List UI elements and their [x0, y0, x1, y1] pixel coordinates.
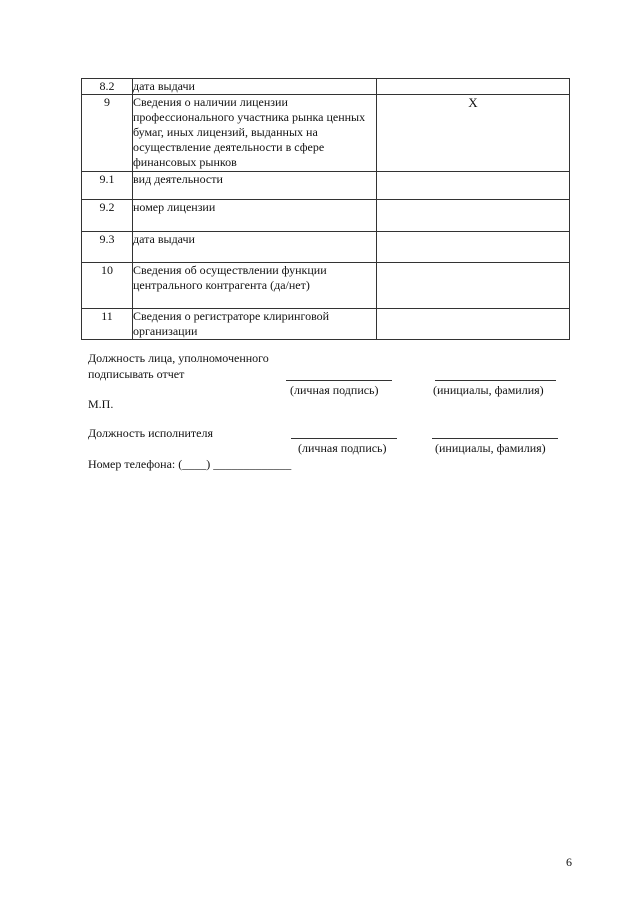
initials-line: [435, 380, 556, 381]
report-table: [81, 78, 570, 340]
initials-line: [432, 438, 558, 439]
row-label: номер лицензии: [133, 200, 377, 232]
row-number: 8.2: [82, 79, 133, 95]
row-number: 9.3: [82, 232, 133, 263]
page-number: 6: [566, 855, 572, 869]
table-row: [82, 263, 570, 309]
signature-line: [286, 380, 392, 381]
row-number: 9: [82, 95, 133, 172]
authorized-position-label: Должность лица, уполномоченного: [88, 351, 269, 365]
table-row: [82, 309, 570, 340]
table-row: [82, 79, 570, 95]
row-label: Сведения о наличии лицензии профессионального участника рынка ценных бумаг, иных лицензий, выданных на осуществление деятельности в сфере финансовых рынков: [133, 95, 377, 172]
row-label: дата выдачи: [133, 232, 377, 263]
initials-caption: (инициалы, фамилия): [435, 441, 546, 455]
row-value: [377, 172, 570, 200]
executor-position-label: Должность исполнителя: [88, 426, 213, 440]
table-row: [82, 232, 570, 263]
table-row: [82, 200, 570, 232]
stamp-placeholder: М.П.: [88, 397, 114, 411]
row-value: [377, 263, 570, 309]
row-label: вид деятельности: [133, 172, 377, 200]
row-value: [377, 309, 570, 340]
signature-caption: (личная подпись): [298, 441, 387, 455]
table-row: [82, 172, 570, 200]
row-value: [377, 200, 570, 232]
table-row: [82, 95, 570, 172]
phone-number-field: Номер телефона: (____) _____________: [88, 457, 292, 471]
signature-caption: (личная подпись): [290, 383, 379, 397]
row-label: Сведения о регистраторе клиринговой организации: [133, 309, 377, 340]
row-value: [377, 79, 570, 95]
row-number: 11: [82, 309, 133, 340]
row-label: дата выдачи: [133, 79, 377, 95]
row-label: Сведения об осуществлении функции центрального контрагента (да/нет): [133, 263, 377, 309]
row-number: 10: [82, 263, 133, 309]
row-value: [377, 232, 570, 263]
row-number: 9.2: [82, 200, 133, 232]
signature-line: [291, 438, 397, 439]
authorized-position-label-cont: подписывать отчет: [88, 367, 185, 381]
row-number: 9.1: [82, 172, 133, 200]
row-value: X: [377, 95, 570, 172]
initials-caption: (инициалы, фамилия): [433, 383, 544, 397]
